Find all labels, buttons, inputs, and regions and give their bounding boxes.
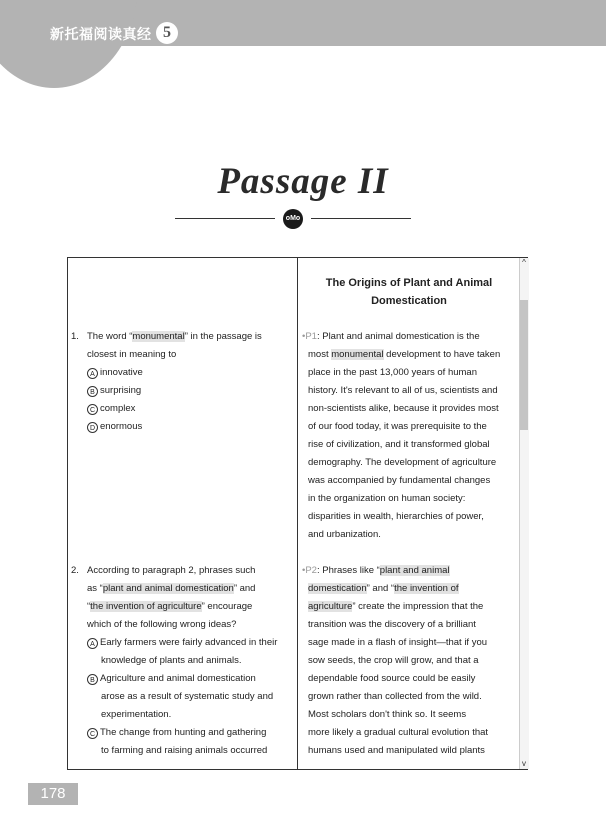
paragraph-tag: P2	[305, 565, 317, 576]
paragraph-line: rise of civilization, and it transformed global	[308, 439, 490, 450]
passage-title-line: The Origins of Plant and Animal	[325, 277, 493, 289]
paragraph-line: sow seeds, the crop will grow, and that a	[308, 655, 479, 666]
paragraph-line: in the organization on human society:	[308, 493, 466, 504]
ornament-line-right	[311, 218, 411, 219]
paragraph-line: disparities in wealth, hierarchies of power,	[308, 511, 484, 522]
paragraph-marker-icon: •	[302, 565, 306, 576]
question-1[interactable]	[71, 328, 293, 436]
option-a-icon: A	[87, 638, 98, 649]
highlighted-term: monumental	[331, 349, 384, 360]
question-stem-line: as “plant and animal domestication” and	[87, 583, 256, 594]
page-title: Passage II	[217, 161, 389, 202]
scrollbar-thumb[interactable]	[520, 300, 528, 430]
paragraph-line: Most scholars don't think so. It seems	[308, 709, 467, 720]
answer-option-d[interactable]: D enormous	[71, 418, 293, 436]
option-b-icon: B	[87, 674, 98, 685]
paragraph-marker-icon: •	[302, 331, 306, 342]
paragraph-line: dependable food source could be easily	[308, 673, 476, 684]
header-bubble	[0, 0, 138, 88]
answer-option-a[interactable]: A innovative	[71, 364, 293, 382]
question-stem-line: 2. According to paragraph 2, phrases such	[71, 562, 293, 580]
option-a-icon: A	[87, 368, 98, 379]
question-stem-line: which of the following wrong ideas?	[87, 619, 237, 630]
paragraph-line: domestication” and “the invention of	[308, 583, 459, 594]
question-number: 1.	[71, 331, 79, 342]
passage-title	[300, 274, 518, 310]
paragraph-line: place in the past 13,000 years of human	[308, 367, 478, 378]
option-c-icon: C	[87, 404, 98, 415]
answer-option-c[interactable]: C complex	[71, 400, 293, 418]
scroll-down-button[interactable]: v	[522, 759, 526, 768]
question-number: 2.	[71, 565, 79, 576]
answer-option-b[interactable]: B Agriculture and animal domestication arose as a result of systematic study and experimentation.	[71, 670, 293, 724]
paragraph-line: history. It's relevant to all of us, scientists and	[308, 385, 498, 396]
question-stem-line: closest in meaning to	[87, 349, 177, 360]
paragraph-line: most monumental development to have taken	[308, 349, 501, 360]
option-c-icon: C	[87, 728, 98, 739]
column-divider	[297, 257, 298, 770]
paragraph-line: was accompanied by fundamental changes	[308, 475, 491, 486]
paragraph-line: more likely a gradual cultural evolution that	[308, 727, 489, 738]
option-d-icon: D	[87, 422, 98, 433]
paragraph-line: humans used and manipulated wild plants	[308, 745, 485, 756]
highlighted-term: the invention of	[394, 583, 459, 594]
scroll-up-button[interactable]: ^	[520, 258, 528, 268]
paragraph-line: agriculture” create the impression that the	[308, 601, 484, 612]
paragraph-line: of our food today, it was prerequisite to the	[308, 421, 487, 432]
paragraph-1	[302, 328, 518, 544]
paragraph-line: •P2: Phrases like “plant and animal	[302, 565, 450, 576]
paragraph-line: and urbanization.	[308, 529, 381, 540]
page-number: 178	[28, 783, 78, 805]
paragraph-tag: P1	[305, 331, 317, 342]
passage-title-line: Domestication	[371, 295, 447, 307]
question-stem-line: “the invention of agriculture” encourage	[87, 601, 253, 612]
highlighted-term: the invention of agriculture	[90, 601, 202, 612]
question-stem-line: 1. The word “monumental” in the passage is	[71, 328, 293, 346]
question-2[interactable]	[71, 562, 293, 760]
highlighted-term: domestication	[308, 583, 367, 594]
option-b-icon: B	[87, 386, 98, 397]
paragraph-line: •P1: Plant and animal domestication is the	[302, 331, 480, 342]
paragraph-line: non-scientists alike, because it provides most	[308, 403, 499, 414]
highlighted-term: monumental	[132, 331, 185, 342]
highlighted-term: plant and animal	[379, 565, 450, 576]
answer-option-c[interactable]: C The change from hunting and gathering to farming and raising animals occurred	[71, 724, 293, 760]
answer-option-a[interactable]: A Early farmers were fairly advanced in their knowledge of plants and animals.	[71, 634, 293, 670]
book-number-badge: 5	[156, 22, 178, 44]
highlighted-term: agriculture	[308, 601, 353, 612]
ornament-line-left	[175, 218, 275, 219]
ornament-badge-icon: oMo	[283, 209, 303, 229]
answer-option-b[interactable]: B surprising	[71, 382, 293, 400]
book-title: 新托福阅读真经	[50, 26, 152, 42]
paragraph-line: sage made in a flash of insight—that if you	[308, 637, 488, 648]
paragraph-line: grown rather than collected from the wild.	[308, 691, 482, 702]
highlighted-term: plant and animal domestication	[102, 583, 234, 594]
paragraph-line: demography. The development of agriculture	[308, 457, 497, 468]
paragraph-2	[302, 562, 518, 760]
paragraph-line: transition was the discovery of a brilliant	[308, 619, 476, 630]
